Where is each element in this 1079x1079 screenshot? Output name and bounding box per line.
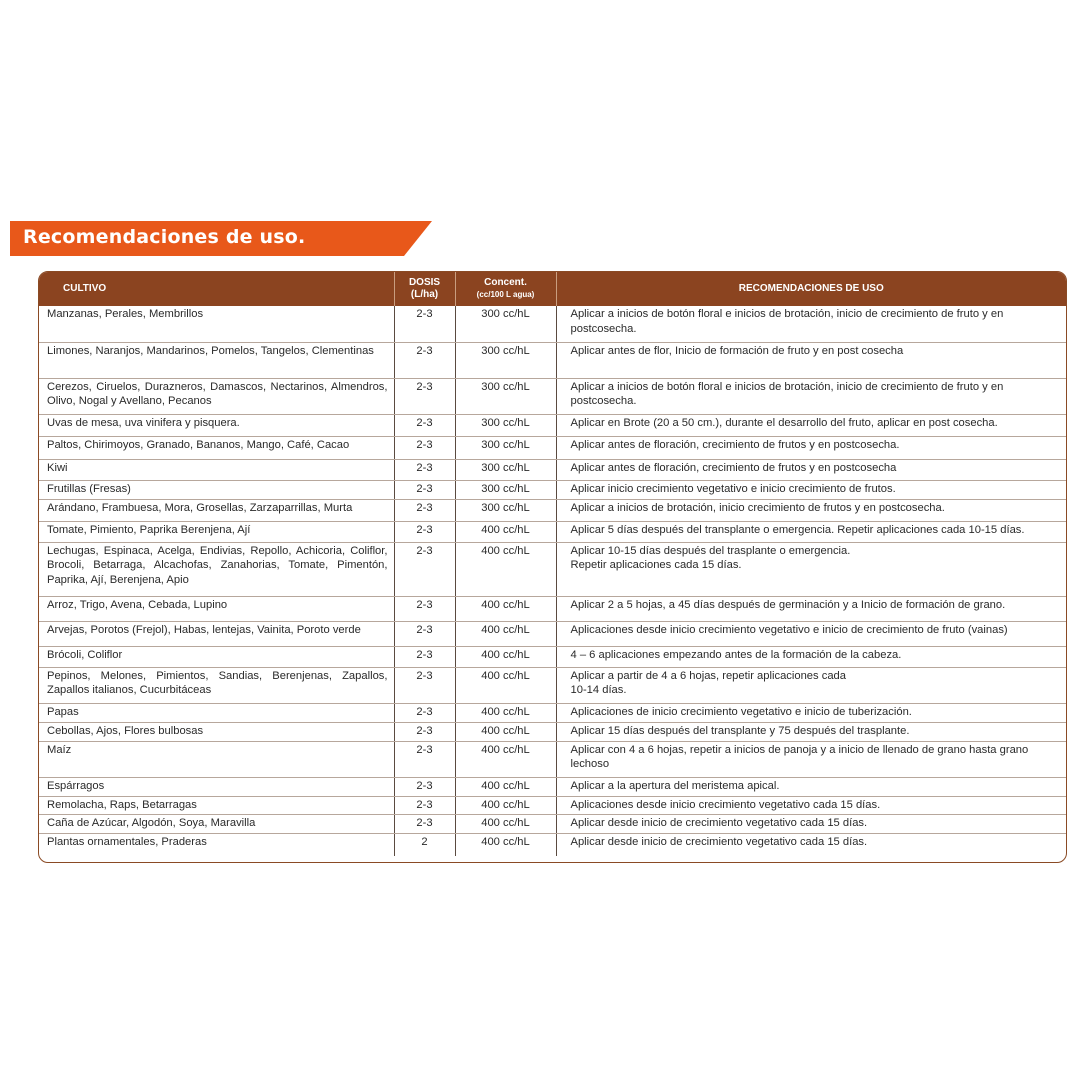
cell-dosis: 2-3 xyxy=(394,741,455,777)
cell-cultivo: Maíz xyxy=(39,741,394,777)
cell-recomendacion: Aplicar a inicios de botón floral e inicios de brotación, inicio de crecimiento de fruto y en postcosecha. xyxy=(556,378,1066,414)
cell-recomendacion: Aplicar 10-15 días después del trasplante o emergencia. Repetir aplicaciones cada 15 días. xyxy=(556,542,1066,596)
table-header-row xyxy=(39,272,1066,306)
cell-cultivo: Remolacha, Raps, Betarragas xyxy=(39,796,394,815)
table-row xyxy=(39,436,1066,459)
cell-recomendacion: Aplicar desde inicio de crecimiento vegetativo cada 15 días. xyxy=(556,815,1066,834)
recommendations-table xyxy=(38,271,1067,863)
cell-dosis: 2-3 xyxy=(394,796,455,815)
cell-cultivo: Manzanas, Perales, Membrillos xyxy=(39,306,394,342)
cell-cultivo: Caña de Azúcar, Algodón, Soya, Maravilla xyxy=(39,815,394,834)
cell-concent: 400 cc/hL xyxy=(455,646,556,667)
cell-recomendacion: Aplicar 2 a 5 hojas, a 45 días después de germinación y a Inicio de formación de grano. xyxy=(556,596,1066,621)
cell-dosis: 2-3 xyxy=(394,414,455,436)
table-row xyxy=(39,480,1066,499)
table-row xyxy=(39,378,1066,414)
section-title: Recomendaciones de uso. xyxy=(23,226,306,248)
cell-recomendacion: Aplicar a inicios de botón floral e inicios de brotación, inicio de crecimiento de fruto y en postcosecha. xyxy=(556,306,1066,342)
cell-cultivo: Tomate, Pimiento, Paprika Berenjena, Ají xyxy=(39,521,394,542)
table-row xyxy=(39,646,1066,667)
cell-recomendacion: Aplicaciones desde inicio crecimiento vegetativo e inicio de crecimiento de fruto (vainas) xyxy=(556,621,1066,646)
cell-dosis: 2-3 xyxy=(394,521,455,542)
cell-cultivo: Limones, Naranjos, Mandarinos, Pomelos, Tangelos, Clementinas xyxy=(39,342,394,378)
cell-cultivo: Frutillas (Fresas) xyxy=(39,480,394,499)
cell-cultivo: Uvas de mesa, uva vinifera y pisquera. xyxy=(39,414,394,436)
cell-dosis: 2-3 xyxy=(394,378,455,414)
table-row xyxy=(39,833,1066,856)
table-row xyxy=(39,796,1066,815)
cell-recomendacion: Aplicar desde inicio de crecimiento vegetativo cada 15 días. xyxy=(570,835,868,848)
cell-concent: 400 cc/hL xyxy=(455,542,556,596)
cell-cultivo: Kiwi xyxy=(39,459,394,480)
cell-dosis: 2-3 xyxy=(394,621,455,646)
table-row xyxy=(39,621,1066,646)
cell-cultivo: Cerezos, Ciruelos, Durazneros, Damascos, Nectarinos, Almendros, Olivo, Nogal y Avellano, Pecanos xyxy=(39,378,394,414)
header-cultivo: CULTIVO xyxy=(39,272,394,306)
cell-dosis: 2-3 xyxy=(394,722,455,741)
table-row xyxy=(39,414,1066,436)
cell-recomendacion: Aplicar a la apertura del meristema apical. xyxy=(556,777,1066,796)
cell-recomendacion: Aplicar inicio crecimiento vegetativo e inicio crecimiento de frutos. xyxy=(556,480,1066,499)
cell-dosis: 2-3 xyxy=(394,815,455,834)
cell-recomendacion: Aplicar con 4 a 6 hojas, repetir a inicios de panoja y a inicio de llenado de grano hasta grano lechoso xyxy=(556,741,1066,777)
header-recomendaciones: RECOMENDACIONES DE USO xyxy=(556,272,1066,306)
table-row xyxy=(39,777,1066,796)
table-row xyxy=(39,815,1066,834)
header-dosis-label: DOSIS xyxy=(408,277,441,288)
cell-concent: 300 cc/hL xyxy=(455,436,556,459)
cell-recomendacion: Aplicaciones de inicio crecimiento vegetativo e inicio de tuberización. xyxy=(556,703,1066,722)
table-row xyxy=(39,342,1066,378)
header-dosis xyxy=(394,272,455,306)
cell-recomendacion: Aplicar antes de floración, crecimiento de frutos y en postcosecha xyxy=(556,459,1066,480)
cell-cultivo: Arroz, Trigo, Avena, Cebada, Lupino xyxy=(39,596,394,621)
cell-recomendacion: Aplicar a partir de 4 a 6 hojas, repetir aplicaciones cada 10-14 días. xyxy=(556,667,1066,703)
cell-concent: 400 cc/hL xyxy=(455,722,556,741)
table-row xyxy=(39,722,1066,741)
table-row xyxy=(39,542,1066,596)
cell-concent: 300 cc/hL xyxy=(455,459,556,480)
cell-concent: 400 cc/hL xyxy=(455,703,556,722)
cell-dosis: 2-3 xyxy=(394,542,455,596)
cell-concent: 300 cc/hL xyxy=(455,499,556,521)
cell-concent: 400 cc/hL xyxy=(455,796,556,815)
table-row xyxy=(39,459,1066,480)
cell-concent: 400 cc/hL xyxy=(455,667,556,703)
header-dosis-unit: (L/ha) xyxy=(410,289,439,300)
cell-concent: 400 cc/hL xyxy=(455,521,556,542)
table-row xyxy=(39,667,1066,703)
cell-recomendacion: Aplicar 5 días después del transplante o emergencia. Repetir aplicaciones cada 10-15 días. xyxy=(556,521,1066,542)
cell-concent: 300 cc/hL xyxy=(455,480,556,499)
cell-recomendacion: Aplicaciones desde inicio crecimiento vegetativo cada 15 días. xyxy=(556,796,1066,815)
cell-dosis: 2 xyxy=(394,833,455,856)
cell-cultivo: Cebollas, Ajos, Flores bulbosas xyxy=(39,722,394,741)
table-row xyxy=(39,521,1066,542)
cell-cultivo: Plantas ornamentales, Praderas xyxy=(39,833,394,856)
section-banner xyxy=(10,221,432,256)
cell-dosis: 2-3 xyxy=(394,436,455,459)
cell-concent: 300 cc/hL xyxy=(455,378,556,414)
cell-concent: 400 cc/hL xyxy=(455,777,556,796)
cell-dosis: 2-3 xyxy=(394,703,455,722)
header-concent-label: Concent. xyxy=(484,277,527,288)
cell-concent: 400 cc/hL xyxy=(455,741,556,777)
cell-cultivo: Arvejas, Porotos (Frejol), Habas, lentejas, Vainita, Poroto verde xyxy=(39,621,394,646)
table-row xyxy=(39,596,1066,621)
cell-concent: 400 cc/hL xyxy=(455,621,556,646)
cell-recomendacion: Aplicar a inicios de brotación, inicio crecimiento de frutos y en postcosecha. xyxy=(556,499,1066,521)
cell-dosis: 2-3 xyxy=(394,499,455,521)
cell-dosis: 2-3 xyxy=(394,646,455,667)
table-body xyxy=(39,306,1066,856)
cell-dosis: 2-3 xyxy=(394,777,455,796)
cell-recomendacion: 4 – 6 aplicaciones empezando antes de la formación de la cabeza. xyxy=(556,646,1066,667)
cell-concent: 300 cc/hL xyxy=(455,414,556,436)
cell-dosis: 2-3 xyxy=(394,342,455,378)
cell-cultivo: Pepinos, Melones, Pimientos, Sandias, Berenjenas, Zapallos, Zapallos italianos, Cucurbitáceas xyxy=(39,667,394,703)
header-concent xyxy=(455,272,556,306)
header-concent-unit: (cc/100 L agua) xyxy=(476,290,535,299)
table-row xyxy=(39,741,1066,777)
cell-dosis: 2-3 xyxy=(394,667,455,703)
cell-recomendacion: Aplicar en Brote (20 a 50 cm.), durante el desarrollo del fruto, aplicar en post cosecha. xyxy=(556,414,1066,436)
cell-recomendacion: Aplicar 15 días después del transplante y 75 después del trasplante. xyxy=(556,722,1066,741)
cell-dosis: 2-3 xyxy=(394,459,455,480)
cell-concent: 400 cc/hL xyxy=(455,596,556,621)
cell-recomendacion: Aplicar antes de flor, Inicio de formación de fruto y en post cosecha xyxy=(556,342,1066,378)
cell-dosis: 2-3 xyxy=(394,596,455,621)
cell-concent: 300 cc/hL xyxy=(455,306,556,342)
data-table xyxy=(39,272,1066,856)
cell-cultivo: Paltos, Chirimoyos, Granado, Bananos, Mango, Café, Cacao xyxy=(39,436,394,459)
cell-cultivo: Brócoli, Coliflor xyxy=(39,646,394,667)
cell-cultivo: Espárragos xyxy=(39,777,394,796)
cell-cultivo: Papas xyxy=(39,703,394,722)
cell-cultivo: Arándano, Frambuesa, Mora, Grosellas, Zarzaparrillas, Murta xyxy=(39,499,394,521)
cell-dosis: 2-3 xyxy=(394,480,455,499)
cell-dosis: 2-3 xyxy=(394,306,455,342)
cell-concent: 400 cc/hL xyxy=(455,815,556,834)
cell-concent: 300 cc/hL xyxy=(455,342,556,378)
table-row xyxy=(39,703,1066,722)
cell-cultivo: Lechugas, Espinaca, Acelga, Endivias, Repollo, Achicoria, Coliflor, Brocoli, Betarraga, Alcachofas, Zanahorias, Tomate, Pimentón, Paprika, Ají, Berenjena, Apio xyxy=(39,542,394,596)
table-row xyxy=(39,499,1066,521)
table-row xyxy=(39,306,1066,342)
cell-concent: 400 cc/hL xyxy=(455,833,556,856)
cell-recomendacion: Aplicar antes de floración, crecimiento de frutos y en postcosecha. xyxy=(556,436,1066,459)
